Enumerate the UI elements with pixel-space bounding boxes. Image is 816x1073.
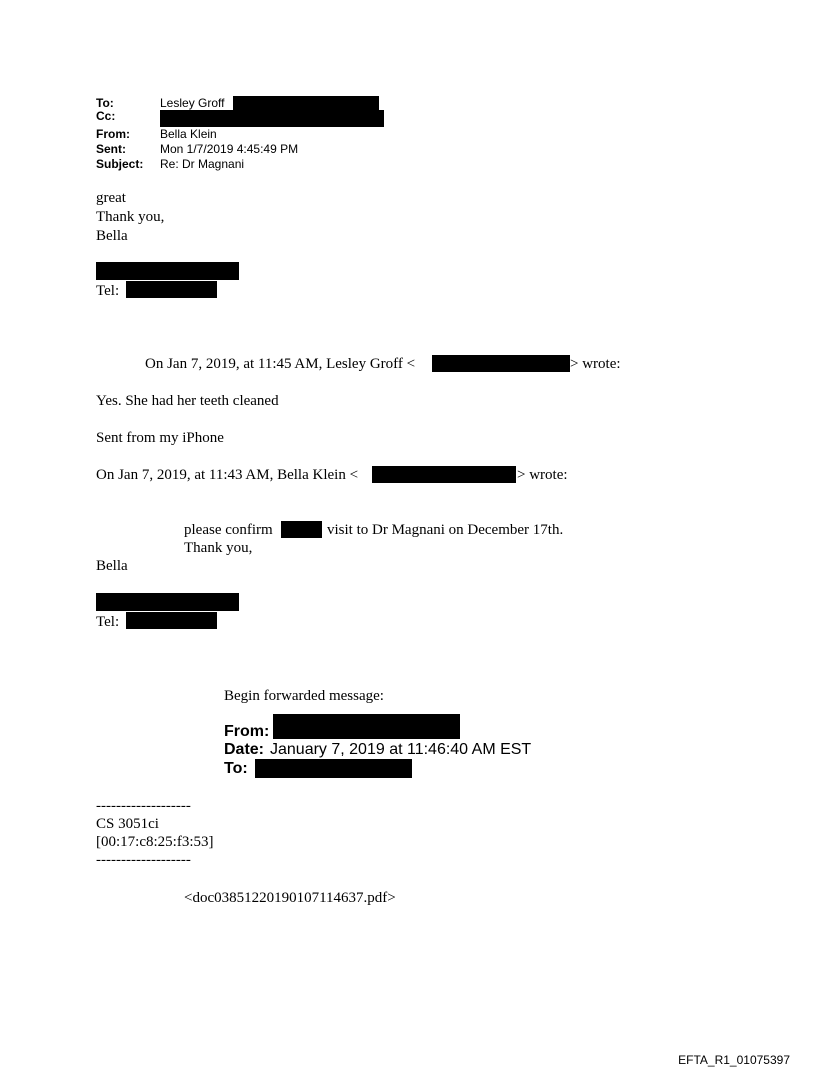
- subject-label: Subject:: [96, 157, 144, 171]
- device-model: CS 3051ci: [96, 816, 159, 832]
- to-value: Lesley Groff: [160, 96, 225, 110]
- quote2-confirm-suffix: visit to Dr Magnani on December 17th.: [327, 522, 564, 538]
- quote1-signature: Sent from my iPhone: [96, 430, 224, 446]
- quote1-intro-prefix: On Jan 7, 2019, at 11:45 AM, Lesley Groff <: [145, 356, 416, 372]
- device-divider-top: -------------------: [96, 798, 191, 814]
- redaction-signature: [96, 262, 239, 280]
- attachment-filename: <doc03851220190107114637.pdf>: [184, 890, 396, 906]
- quote2-intro-prefix: On Jan 7, 2019, at 11:43 AM, Bella Klein <: [96, 467, 359, 483]
- forwarded-from-label: From:: [224, 723, 270, 740]
- redaction-cc: [160, 110, 384, 127]
- quote2-thanks: Thank you,: [184, 540, 253, 556]
- redaction-forwarded-from: [273, 714, 460, 739]
- redaction-tel: [126, 281, 217, 298]
- redaction-quote2-name: [281, 521, 322, 538]
- quote1-intro-suffix: > wrote:: [570, 356, 621, 372]
- forwarded-title: Begin forwarded message:: [224, 688, 384, 704]
- quote2-confirm-prefix: please confirm: [184, 522, 273, 538]
- quote2-tel-label: Tel:: [96, 614, 120, 630]
- device-mac: [00:17:c8:25:f3:53]: [96, 834, 214, 850]
- sent-value: Mon 1/7/2019 4:45:49 PM: [160, 142, 299, 156]
- forwarded-date-label: Date:: [224, 741, 265, 758]
- forwarded-to-label: To:: [224, 760, 248, 777]
- device-divider-bottom: -------------------: [96, 852, 191, 868]
- reply-line-name: Bella: [96, 228, 128, 244]
- redaction-quote2-email: [372, 466, 516, 483]
- redaction-to: [233, 96, 379, 110]
- to-label: To:: [96, 96, 114, 110]
- cc-label: Cc:: [96, 109, 116, 123]
- reply-line-great: great: [96, 190, 126, 206]
- quote1-body: Yes. She had her teeth cleaned: [96, 393, 279, 409]
- from-value: Bella Klein: [160, 127, 217, 141]
- redaction-quote1-email: [432, 355, 570, 372]
- from-label: From:: [96, 127, 130, 141]
- quote2-intro-suffix: > wrote:: [517, 467, 568, 483]
- sent-label: Sent:: [96, 142, 126, 156]
- reply-line-thanks: Thank you,: [96, 209, 165, 225]
- forwarded-date-value: January 7, 2019 at 11:46:40 AM EST: [270, 741, 532, 758]
- quote2-name: Bella: [96, 558, 128, 574]
- redaction-quote2-signature: [96, 593, 239, 611]
- reply-tel-label: Tel:: [96, 283, 120, 299]
- redaction-forwarded-to: [255, 759, 412, 778]
- bates-number: EFTA_R1_01075397: [678, 1053, 790, 1067]
- subject-value: Re: Dr Magnani: [160, 157, 245, 171]
- redaction-quote2-tel: [126, 612, 217, 629]
